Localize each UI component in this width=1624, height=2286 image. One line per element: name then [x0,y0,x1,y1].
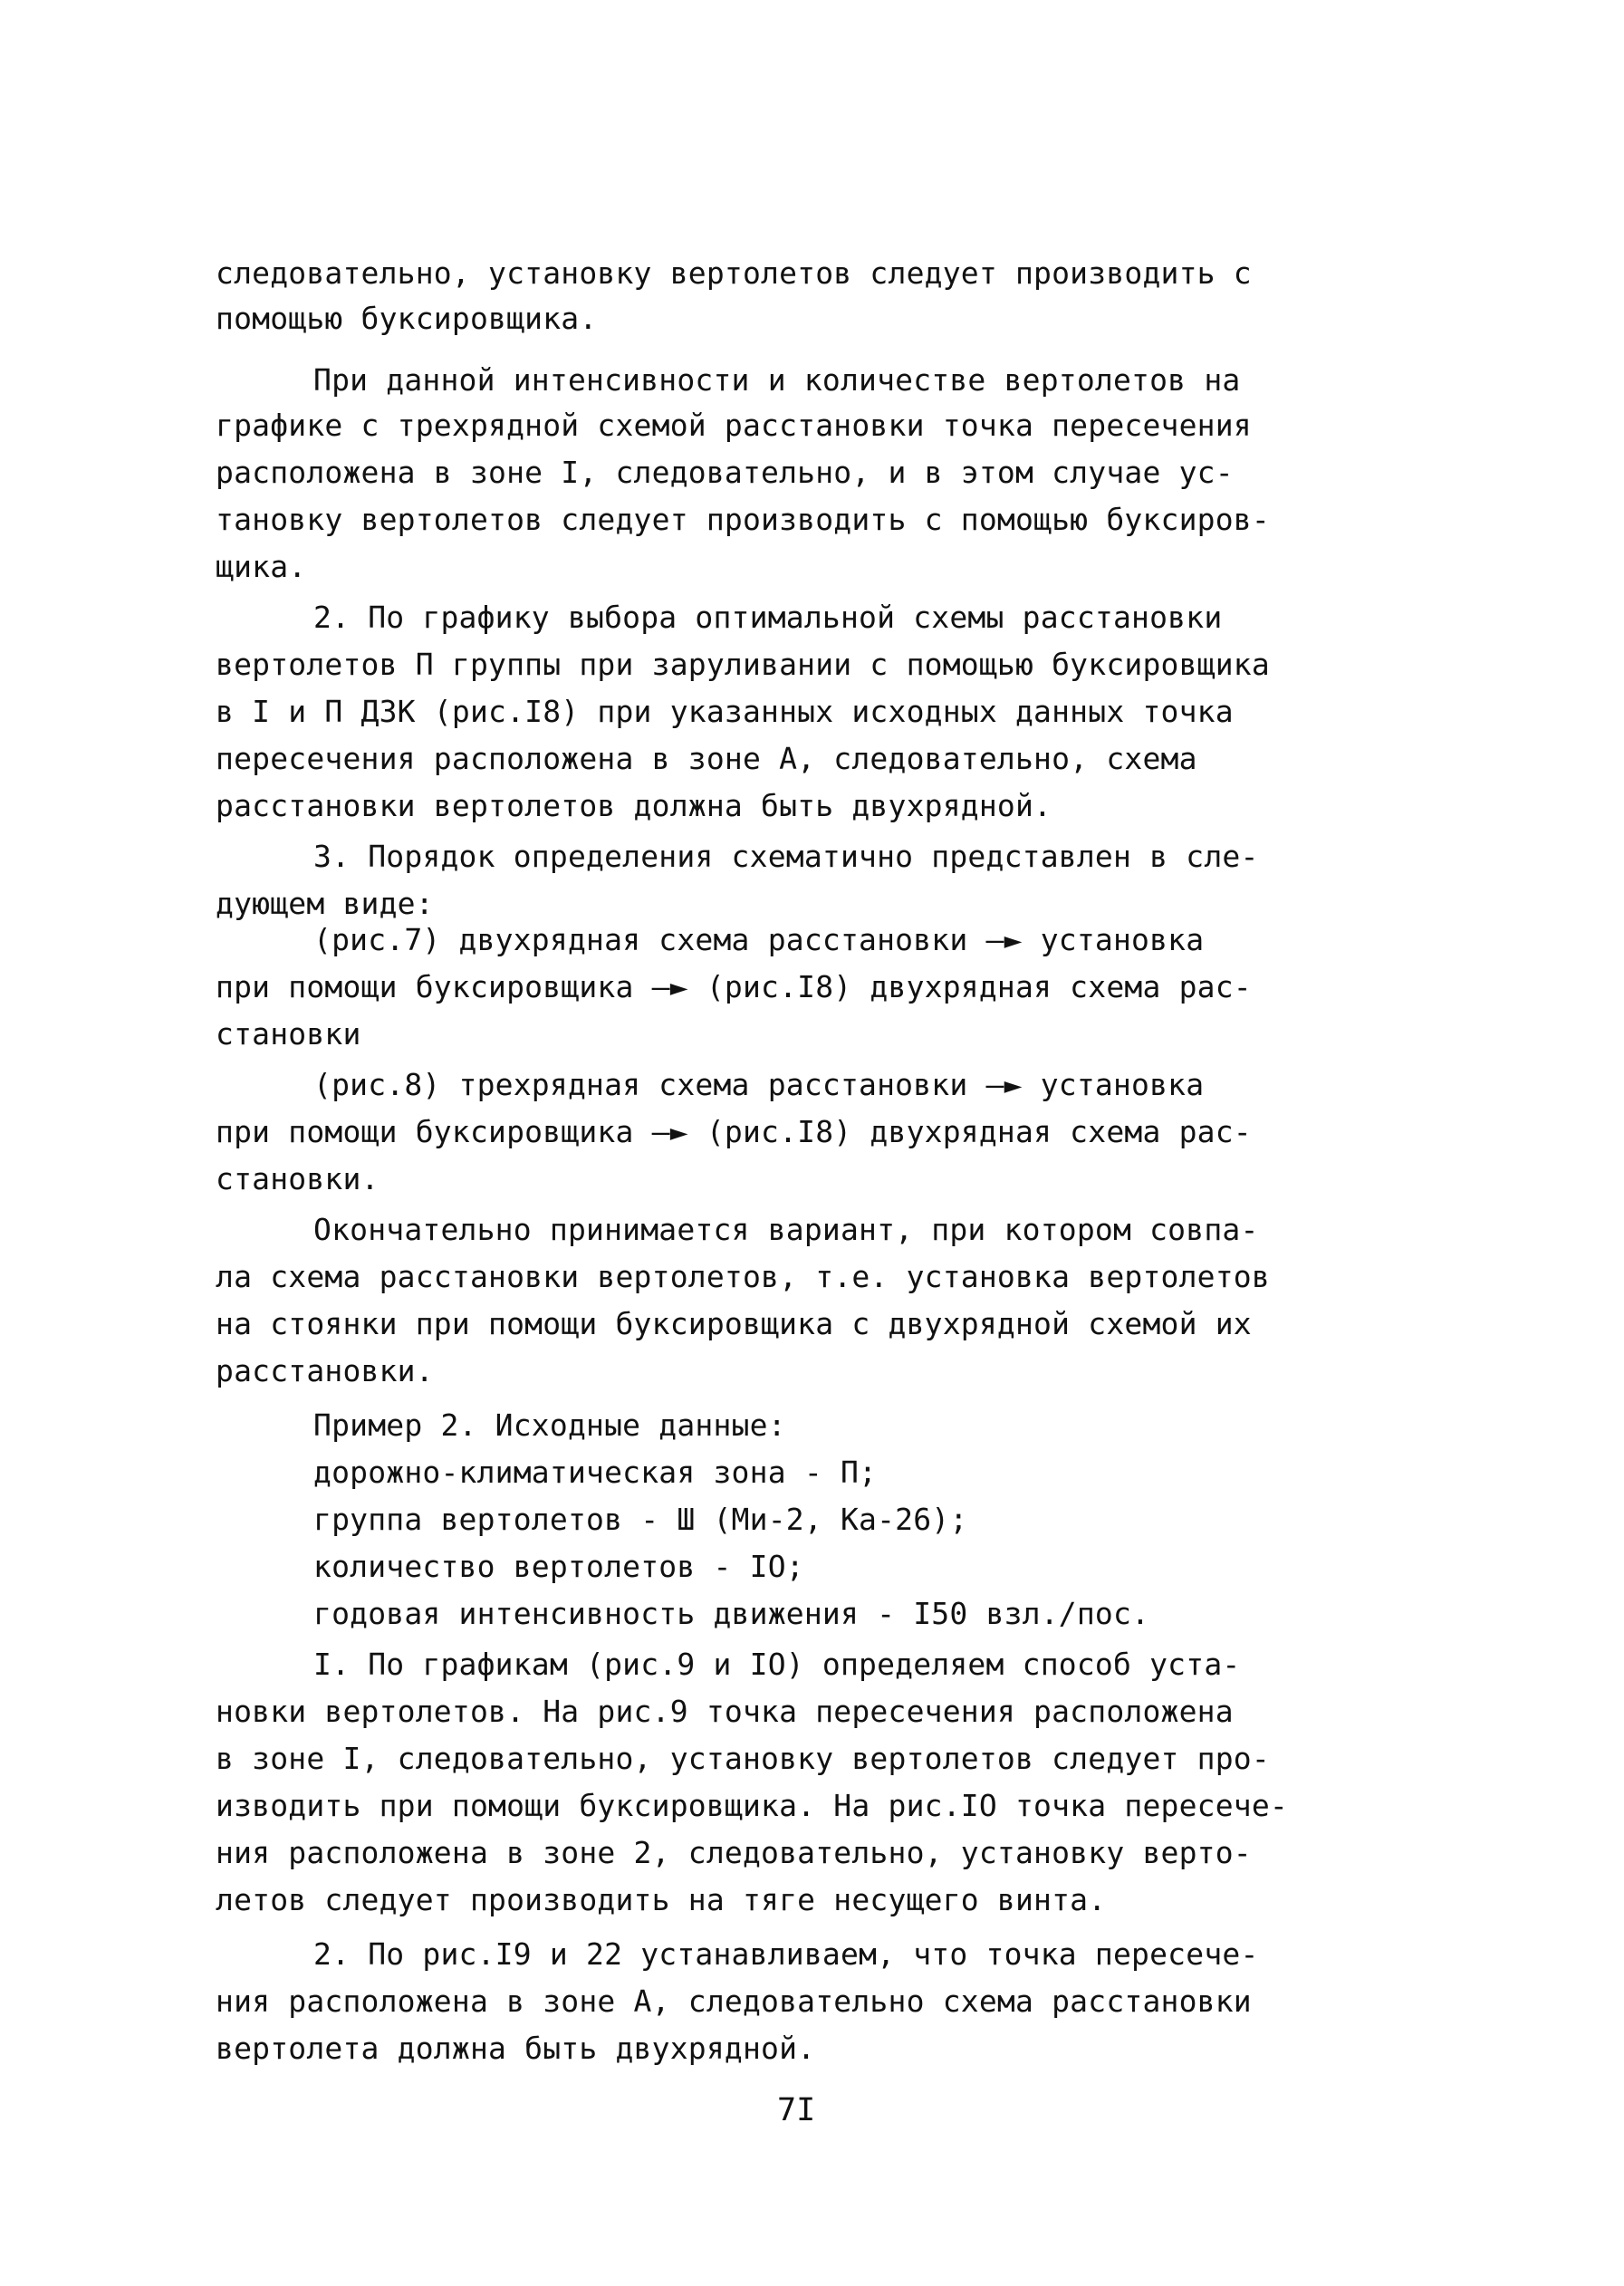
text-line: в зоне I, следовательно, установку вертолетов следует про- [216,1741,1270,1776]
text-line: I. По графикам (рис.9 и IO) определяем способ уста- [313,1647,1241,1682]
text-line: щика. [216,549,307,584]
text-line: новки вертолетов. На рис.9 точка пересечения расположена [216,1694,1234,1729]
text-line: 3. Порядок определения схематично представлен в сле- [313,839,1259,874]
text-line: годовая интенсивность движения - I50 взл./пос. [313,1596,1150,1631]
text-line: расположена в зоне I, следовательно, и в этом случае ус- [216,455,1234,490]
text-line: ния расположена в зоне 2, следовательно, установку верто- [216,1835,1252,1870]
text-line: летов следует производить на тяге несущего винта. [216,1882,1107,1917]
text-line: пересечения расположена в зоне А, следовательно, схема [216,741,1197,776]
text-line: при помощи буксировщика —► (рис.I8) двухрядная схема рас- [216,1114,1252,1149]
text-line: вертолета должна быть двухрядной. [216,2031,816,2066]
text-line: вертолетов П группы при заруливании с помощью буксировщика [216,647,1270,682]
text-line: дорожно-климатическая зона - П; [313,1455,878,1490]
text-line: 2. По графику выбора оптимальной схемы расстановки [313,600,1223,635]
page-number: 7I [777,2092,816,2128]
text-line: при помощи буксировщика —► (рис.I8) двухрядная схема рас- [216,969,1252,1004]
text-line: становки [216,1016,361,1052]
text-line: 2. По рис.I9 и 22 устанавливаем, что точка пересече- [313,1936,1259,1972]
text-line: расстановки вертолетов должна быть двухрядной. [216,788,1052,823]
text-line: ла схема расстановки вертолетов, т.е. установка вертолетов [216,1259,1270,1294]
text-line: дующем виде: [216,886,434,921]
text-line: расстановки. [216,1353,434,1388]
text-line: количество вертолетов - IO; [313,1549,804,1584]
text-line: графике с трехрядной схемой расстановки точка пересечения [216,408,1252,443]
text-line: помощью буксировщика. [216,301,598,336]
text-line: ния расположена в зоне А, следовательно схема расстановки [216,1983,1252,2019]
text-line: Пример 2. Исходные данные: [313,1407,786,1443]
text-line: изводить при помощи буксировщика. На рис.IO точка пересече- [216,1788,1288,1823]
text-line: (рис.8) трехрядная схема расстановки —► установка [313,1067,1205,1102]
text-line: становки. [216,1161,380,1196]
text-line: группа вертолетов - Ш (Ми-2, Ка-26); [313,1502,968,1537]
text-line: следовательно, установку вертолетов следует производить с [216,255,1252,291]
text-line: При данной интенсивности и количестве вертолетов на [313,362,1241,398]
text-line: на стоянки при помощи буксировщика с двухрядной схемой их [216,1306,1252,1341]
text-line: Окончательно принимается вариант, при котором совпа- [313,1212,1259,1247]
text-line: в I и П ДЗК (рис.I8) при указанных исходных данных точка [216,694,1234,729]
text-line: (рис.7) двухрядная схема расстановки —► установка [313,922,1205,957]
text-line: тановку вертолетов следует производить с помощью буксиров- [216,502,1270,537]
